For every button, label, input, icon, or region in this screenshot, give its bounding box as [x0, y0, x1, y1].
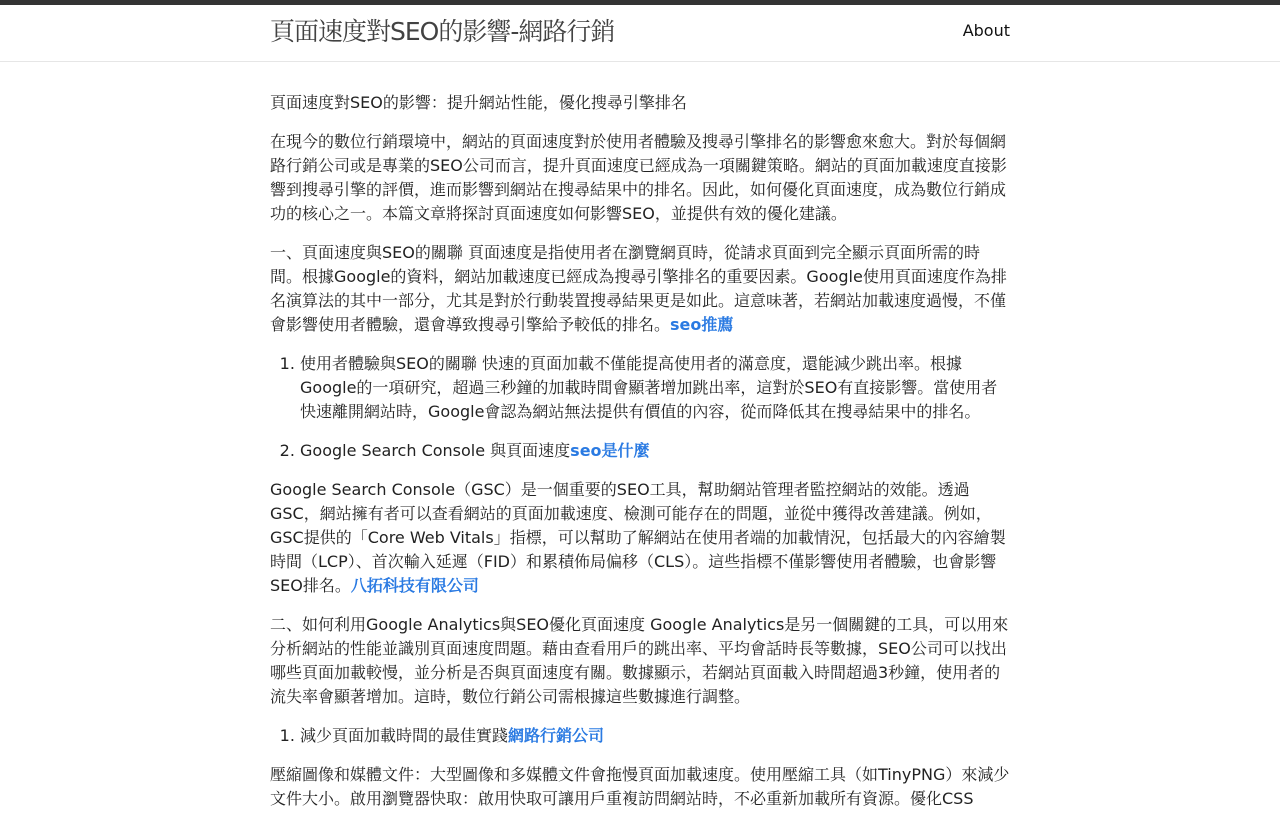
site-title-link[interactable]: 頁面速度對SEO的影響-網路行銷 [270, 17, 615, 46]
list-item-best-practices [300, 724, 1010, 748]
intro-paragraph: 在現今的數位行銷環境中，網站的頁面速度對於使用者體驗及搜尋引擎排名的影響愈來愈大。對於每個網路行銷公司或是專業的SEO公司而言，提升頁面速度已經成為一項關鍵策略。網站的頁面加載速度直接影響到搜尋引擎的評價，進而影響到網站在搜尋結果中的排名。因此，如何優化頁面速度，成為數位行銷成功的核心之一。本篇文章將探討頁面速度如何影響SEO，並提供有效的優化建議。 [270, 132, 1007, 223]
list-item-user-experience: 1. 使用者體驗與SEO的關聯 快速的頁面加載不僅能提高使用者的滿意度，還能減少跳出率。根據Google的一項研究，超過三秒鐘的加載時間會顯著增加跳出率，這對於SEO有直接影響。當使用者快速離開網站時，Google會認為網站無法提供有價值的內容，從而降低其在搜尋結果中的排名。 [300, 352, 1010, 424]
marketing-company-link[interactable]: 網路行銷公司 [508, 726, 605, 745]
nav-about-link[interactable]: About [962, 21, 1010, 40]
section-one-text: 一、頁面速度與SEO的關聯 頁面速度是指使用者在瀏覽網頁時，從請求頁面到完全顯示頁面所需的時間。根據Google的資料，網站加載速度已經成為搜尋引擎排名的重要因素。Google使用頁面速度作為排名演算法的其中一部分，尤其是對於行動裝置搜尋結果更是如此。這意味著，若網站加載速度過慢，不僅會影響使用者體驗，還會導致搜尋引擎給予較低的排名。 [270, 243, 1007, 334]
what-is-seo-link[interactable]: seo是什麼 [570, 441, 650, 460]
header-wrapper [270, 5, 1010, 61]
seo-recommend-link[interactable]: seo推薦 [670, 315, 734, 334]
site-header [0, 5, 1280, 62]
list-item-search-console [300, 439, 1010, 463]
ordered-list-two [270, 439, 1010, 463]
ordered-list-three [270, 724, 1010, 748]
ordered-list-one [270, 352, 1010, 424]
list-item-search-console-text: Google Search Console 與頁面速度 [300, 441, 571, 460]
section-two-paragraph: 二、如何利用Google Analytics與SEO優化頁面速度 Google Analytics是另一個關鍵的工具，可以用來分析網站的性能並識別頁面速度問題。藉由查看用戶的跳出率、平均會話時長等數據，SEO公司可以找出哪些頁面加載較慢，並分析是否與頁面速度有關。數據顯示，若網站頁面載入時間超過3秒鐘，使用者的流失率會顯著增加。這時，數位行銷公司需根據這些數據進行調整。 [270, 615, 1009, 706]
section-one-paragraph [270, 241, 1010, 337]
company-link[interactable]: 八拓科技有限公司 [350, 576, 479, 595]
search-console-paragraph [270, 478, 1010, 598]
list-item-best-practices-text: 減少頁面加載時間的最佳實踐 [300, 726, 509, 745]
article-content [270, 91, 1010, 826]
article-heading-paragraph: 頁面速度對SEO的影響：提升網站性能，優化搜尋引擎排名 [270, 93, 687, 112]
search-console-text: Google Search Console（GSC）是一個重要的SEO工具，幫助網站管理者監控網站的效能。透過GSC，網站擁有者可以查看網站的頁面加載速度、檢測可能存在的問題，並從中獲得改善建議。例如，GSC提供的「Core Web Vitals」指標，可以幫助了解網站在使用者端的加載情況，包括最大的內容繪製時間（LCP）、首次輸入延遲（FID）和累積佈局偏移（CLS）。這些指標不僅影響使用者體驗，也會影響SEO排名。 [270, 480, 1006, 595]
compression-paragraph: 壓縮圖像和媒體文件：大型圖像和多媒體文件會拖慢頁面加載速度。使用壓縮工具（如TinyPNG）來減少文件大小。啟用瀏覽器快取：啟用快取可讓用戶重複訪問網站時，不必重新加載所有資源。優化CSS [270, 765, 1010, 808]
